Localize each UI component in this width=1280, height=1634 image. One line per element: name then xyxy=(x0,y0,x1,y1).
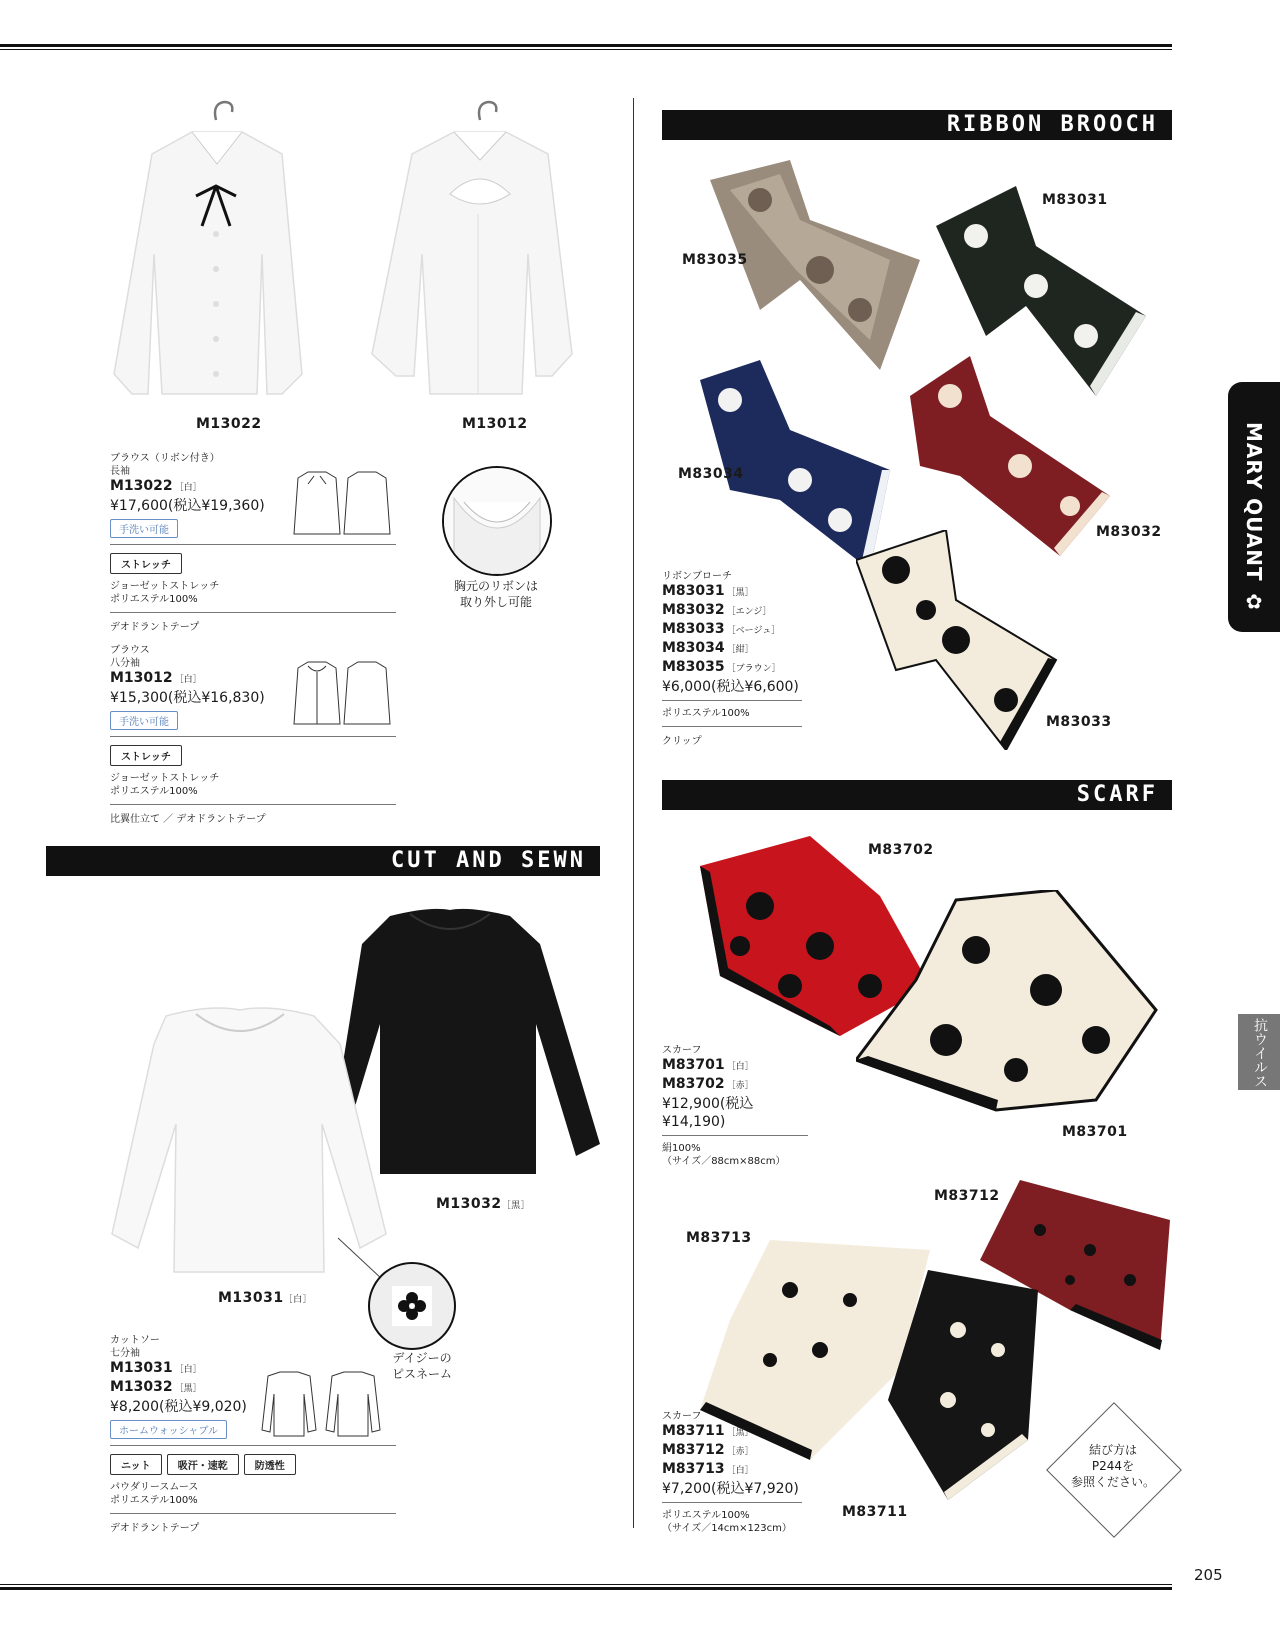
care-badge: 手洗い可能 xyxy=(110,711,178,730)
feature-badge: 吸汗・速乾 xyxy=(167,1454,239,1475)
label-m83711: M83711 xyxy=(842,1504,908,1520)
divider xyxy=(110,1445,396,1446)
item-category: スカーフ xyxy=(662,1411,702,1422)
item-code: M83032 ［エンジ］ xyxy=(662,602,772,618)
label-m83713: M83713 xyxy=(686,1230,752,1246)
item-code: M83033 ［ベージュ］ xyxy=(662,621,781,637)
divider xyxy=(110,804,396,805)
fabric-name: パウダリースムース xyxy=(110,1482,199,1493)
item-code: M83713 ［白］ xyxy=(662,1461,754,1477)
feature-badge: ストレッチ xyxy=(110,745,182,766)
feature-badge: ストレッチ xyxy=(110,553,182,574)
label-m13032: M13032［黒］ xyxy=(436,1196,531,1212)
feature-badge: 防透性 xyxy=(244,1454,296,1475)
ribbon-item-block xyxy=(662,570,802,748)
fabric-composition: ポリエステル100% xyxy=(662,708,750,719)
item-price: ¥8,200(税込¥9,020) xyxy=(110,1399,247,1415)
item-sleeve: 長袖 xyxy=(110,466,130,477)
scarf1-item-block xyxy=(662,1044,808,1168)
extra-feature: 比翼仕立て ／ デオドラントテープ xyxy=(110,814,266,825)
page-number: 205 xyxy=(1194,1566,1223,1584)
item-code: M83034 ［紺］ xyxy=(662,640,754,656)
cutsew-white-photo xyxy=(110,1004,390,1274)
item-code: M83712 ［赤］ xyxy=(662,1442,754,1458)
label-m83035: M83035 xyxy=(682,252,748,268)
label-m83712: M83712 xyxy=(934,1188,1000,1204)
daisy-label-note: デイジーの ピスネーム xyxy=(391,1351,452,1381)
item-price: ¥17,600(税込¥19,360) xyxy=(110,498,265,514)
item-size: （サイズ／14cm×123cm） xyxy=(662,1523,792,1534)
item-price: ¥6,000(税込¥6,600) xyxy=(662,679,799,695)
item-code: M83711 ［黒］ xyxy=(662,1423,754,1439)
item-code: M83702 ［赤］ xyxy=(662,1076,754,1092)
divider xyxy=(662,700,802,701)
extra-feature: クリップ xyxy=(662,736,702,747)
item-code: M13031 ［白］ xyxy=(110,1360,202,1376)
ribbon-removable-note: 胸元のリボンは 取り外し可能 xyxy=(453,579,538,609)
divider xyxy=(110,736,396,737)
divider xyxy=(662,1135,808,1136)
divider xyxy=(110,544,396,545)
blouse-m13012-photo xyxy=(350,94,580,414)
item-category: リボンブローチ xyxy=(662,571,732,582)
item-price: ¥12,900(税込¥14,190) xyxy=(662,1096,754,1130)
label-m83033: M83033 xyxy=(1046,714,1112,730)
item-sleeve: 七分袖 xyxy=(110,1348,140,1359)
blouse-2-sketch xyxy=(290,660,394,732)
divider xyxy=(110,1513,396,1514)
ribbon-m83032-photo xyxy=(900,356,1120,556)
tying-guide-note: 結び方は P244を 参照ください。 xyxy=(1070,1443,1155,1489)
label-m83032: M83032 xyxy=(1096,524,1162,540)
divider xyxy=(662,1502,802,1503)
banner-cut-and-sewn: CUT AND SEWN xyxy=(46,846,600,876)
bottom-rule xyxy=(0,1584,1172,1590)
collar-detail-circle xyxy=(442,466,552,576)
item-category: スカーフ xyxy=(662,1045,702,1056)
item-size: （サイズ／88cm×88cm） xyxy=(662,1156,786,1167)
divider xyxy=(110,612,396,613)
top-rule xyxy=(0,44,1172,50)
fabric-composition: ポリエステル100% xyxy=(110,594,198,605)
item-sleeve: 八分袖 xyxy=(110,658,140,669)
label-m83702: M83702 xyxy=(868,842,934,858)
care-badge: ホームウォッシャブル xyxy=(110,1420,227,1439)
item-code: M83035 ［ブラウン］ xyxy=(662,659,781,675)
blouse-1-sketch xyxy=(290,470,394,542)
scarf2-item-block xyxy=(662,1410,802,1535)
item-code: M13032 ［黒］ xyxy=(110,1379,202,1395)
extra-feature: デオドラントテープ xyxy=(110,622,200,633)
label-m83031: M83031 xyxy=(1042,192,1108,208)
ribbon-m83033-photo xyxy=(856,530,1066,750)
scarf-m83711-photo xyxy=(888,1270,1048,1500)
feature-badge: ニット xyxy=(110,1454,162,1475)
fabric-name: ジョーゼットストレッチ xyxy=(110,773,220,784)
item-category: カットソー xyxy=(110,1335,160,1346)
label-m83034: M83034 xyxy=(678,466,744,482)
fabric-name: ジョーゼットストレッチ xyxy=(110,581,220,592)
cutsew-sketch xyxy=(258,1370,388,1438)
fabric-composition: ポリエステル100% xyxy=(110,786,198,797)
care-badge: 手洗い可能 xyxy=(110,519,178,538)
item-category: ブラウス xyxy=(110,645,150,656)
blouse-m13022-photo xyxy=(92,94,322,414)
item-code: M13022 ［白］ xyxy=(110,478,202,494)
item-code: M83701 ［白］ xyxy=(662,1057,754,1073)
antivirus-tab-label: 抗ウイルス xyxy=(1252,1018,1268,1088)
item-code: M13012 ［白］ xyxy=(110,670,202,686)
brand-tab[interactable] xyxy=(1228,382,1280,632)
fabric-composition: ポリエステル100% xyxy=(662,1510,750,1521)
label-m13022: M13022 xyxy=(196,416,262,432)
item-category: ブラウス（リボン付き） xyxy=(110,453,220,464)
fabric-composition: 絹100% xyxy=(662,1143,701,1154)
label-m13031: M13031［白］ xyxy=(218,1290,313,1306)
scarf-m83701-photo xyxy=(856,890,1166,1120)
label-m13012: M13012 xyxy=(462,416,528,432)
fabric-composition: ポリエステル100% xyxy=(110,1495,198,1506)
extra-feature: デオドラントテープ xyxy=(110,1523,200,1534)
item-price: ¥15,300(税込¥16,830) xyxy=(110,690,265,706)
item-code: M83031 ［黒］ xyxy=(662,583,754,599)
divider xyxy=(662,726,802,727)
brand-tab-label: MARY QUANT ✿ xyxy=(1242,422,1266,615)
antivirus-tab[interactable] xyxy=(1238,1014,1280,1090)
label-m83701: M83701 xyxy=(1062,1124,1128,1140)
banner-ribbon-brooch: RIBBON BROOCH xyxy=(662,110,1172,140)
item-price: ¥7,200(税込¥7,920) xyxy=(662,1481,799,1497)
column-divider xyxy=(633,98,634,1528)
banner-scarf: SCARF xyxy=(662,780,1172,810)
